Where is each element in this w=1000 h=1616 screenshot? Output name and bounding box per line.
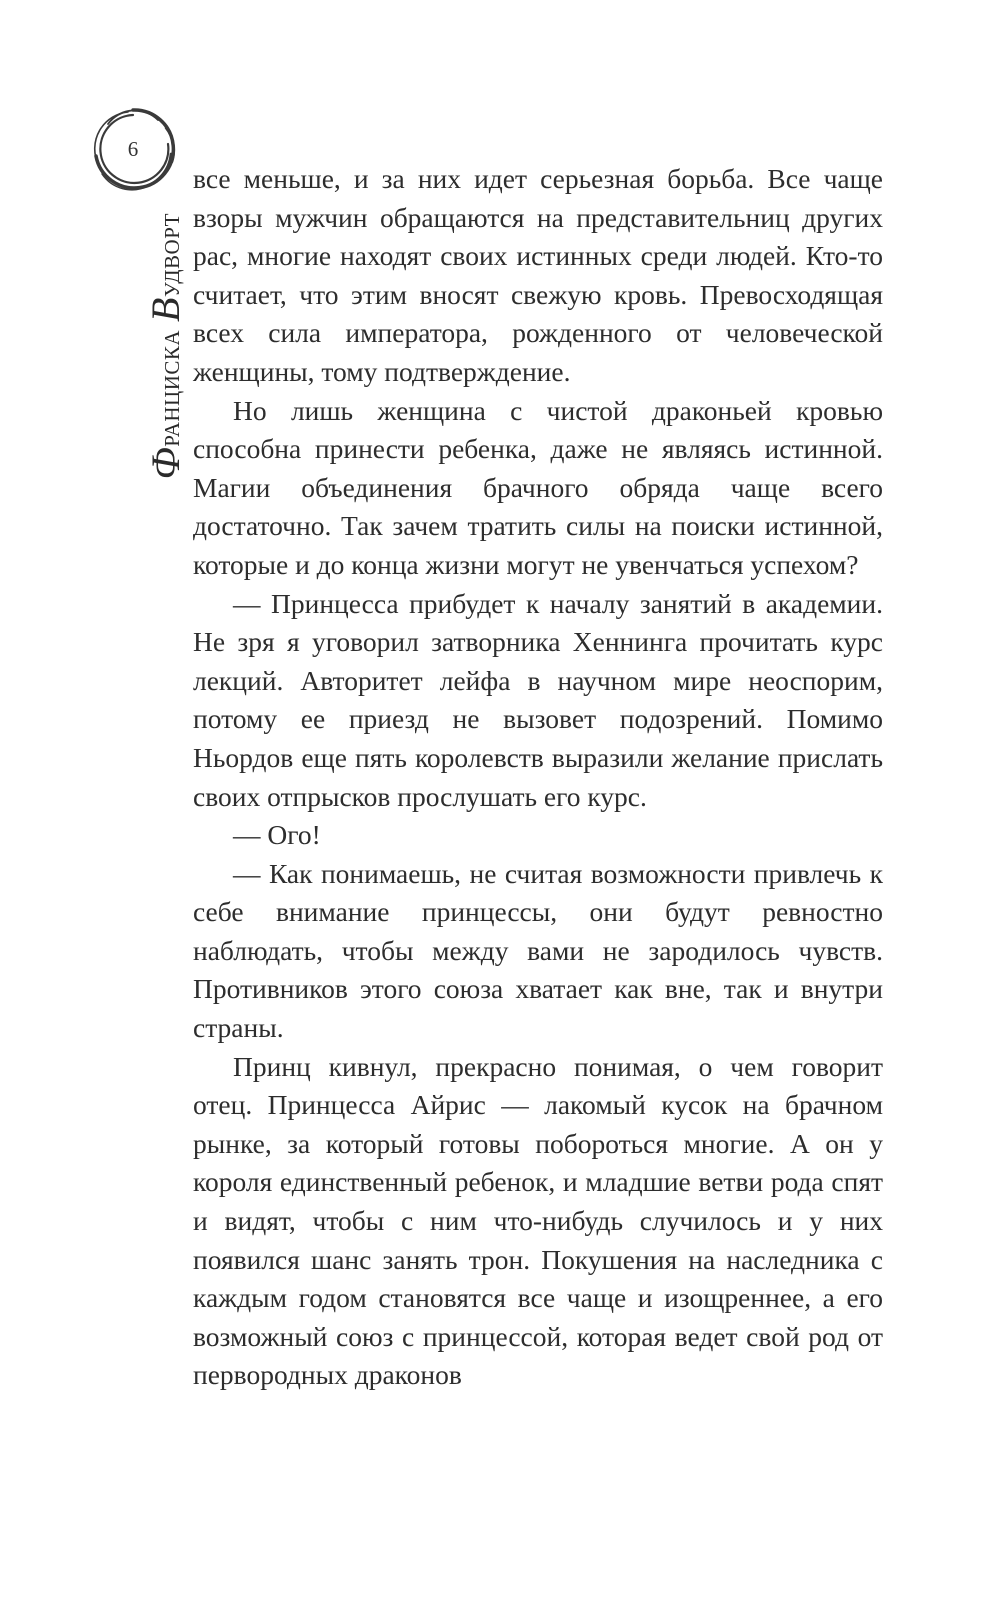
page-number-ornament <box>88 104 178 194</box>
author-running-head <box>143 213 188 480</box>
page-number: 6 <box>127 136 139 161</box>
author-initial-last: В <box>143 297 188 322</box>
author-initial-first: Ф <box>143 446 188 480</box>
author-last-name-rest: удворт <box>153 213 186 298</box>
paragraph: Но лишь женщина с чистой драконьей кровью способна принести ребенка, даже не являясь истинной. Магии объединения брачного обряда чаще всего достаточно. Так зачем тратить силы на поиски истинной, которые и до конца жизни могут не увенчаться успехом? <box>193 394 883 580</box>
body-text <box>193 160 883 1395</box>
paragraph: — Ого! <box>233 819 321 851</box>
paragraph: — Принцесса прибудет к началу занятий в академии. Не зря я уговорил затворника Хеннинга прочитать курс лекций. Авторитет лейфа в научном мире неоспорим, потому ее приезд не вызовет подозрений. Помимо Ньордов еще пять королевств выразили желание прислать своих отпрысков прослушать его курс. <box>193 587 883 812</box>
author-first-name-rest: ранциска <box>153 329 186 447</box>
paragraph: Принц кивнул, прекрасно понимая, о чем говорит отец. Принцесса Айрис — лакомый кусок на брачном рынке, за который готовы побороться многие. А он у короля единственный ребенок, и младшие ветви рода спят и видят, чтобы с ним что-нибудь случилось и у них появился шанс занять трон. Покушения на наследника с каждым годом становятся все чаще и изощреннее, а его возможный союз с принцессой, которая ведет свой род от первородных драконов <box>193 1050 883 1391</box>
paragraph: все меньше, и за них идет серьезная борьба. Все чаще взоры мужчин обращаются на представительниц других рас, многие находят своих истинных среди людей. Кто-то считает, что этим вносят свежую кровь. Превосходящая всех сила императора, рожденного от человеческой женщины, тому подтверждение. <box>193 163 883 387</box>
paragraph: — Как понимаешь, не считая возможности привлечь к себе внимание принцессы, они будут ревностно наблюдать, чтобы между вами не зародилось чувств. Противников этого союза хватает как вне, так и внутри страны. <box>193 857 883 1044</box>
